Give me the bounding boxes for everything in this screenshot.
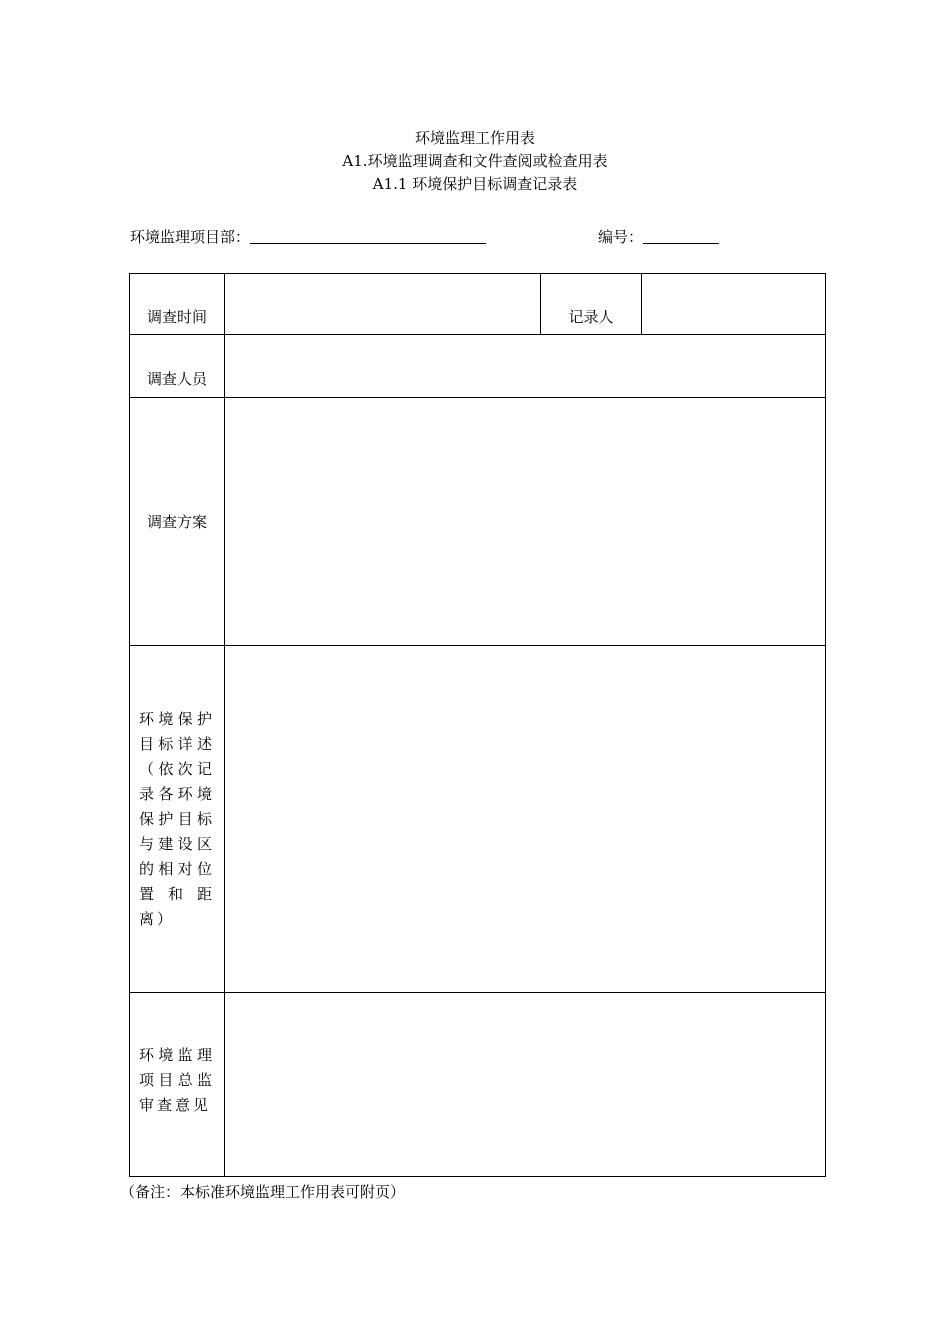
- number-field: [598, 226, 719, 248]
- project-dept-field: [130, 226, 486, 248]
- surveyors-label: 调查人员: [146, 370, 207, 388]
- title-line-2: A1.环境监理调查和文件查阅或检查用表: [342, 152, 608, 170]
- project-dept-label: 环境监理项目部：: [130, 228, 251, 246]
- number-label: 编号：: [598, 228, 644, 246]
- survey-plan-label: 调查方案: [146, 512, 207, 531]
- survey-plan-label-cell: [130, 398, 225, 646]
- title-line-1: 环境监理工作用表: [414, 129, 535, 147]
- recorder-input[interactable]: [642, 274, 826, 335]
- chief-review-label-cell: [130, 993, 225, 1177]
- footer-note: （备注：本标准环境监理工作用表可附页）: [120, 1183, 406, 1201]
- chief-review-label: 环境监理项目总监审查意见: [139, 1046, 215, 1114]
- survey-plan-input[interactable]: [225, 398, 826, 646]
- surveyors-label-cell: [130, 335, 225, 398]
- number-input[interactable]: [643, 226, 719, 244]
- survey-time-label: 调查时间: [146, 308, 207, 326]
- table-row: [130, 398, 826, 646]
- recorder-label: 记录人: [568, 308, 614, 326]
- table-row: [130, 335, 826, 398]
- survey-time-label-cell: [130, 274, 225, 335]
- chief-review-input[interactable]: [225, 993, 826, 1177]
- table-row: [130, 646, 826, 993]
- table-row: [130, 274, 826, 335]
- table-row: [130, 993, 826, 1177]
- recorder-label-cell: [541, 274, 642, 335]
- project-dept-input[interactable]: [250, 226, 486, 244]
- survey-record-table: [129, 273, 826, 1177]
- surveyors-input[interactable]: [225, 335, 826, 398]
- survey-time-input[interactable]: [225, 274, 541, 335]
- env-target-desc-input[interactable]: [225, 646, 826, 993]
- env-target-desc-label: 环境保护目标详述（依次记录各环境保护目标与建设区的相对位置和距离）: [139, 709, 215, 928]
- env-target-desc-label-cell: [130, 646, 225, 993]
- document-title-block: [0, 127, 950, 196]
- title-line-3: A1.1 环境保护目标调查记录表: [372, 175, 578, 193]
